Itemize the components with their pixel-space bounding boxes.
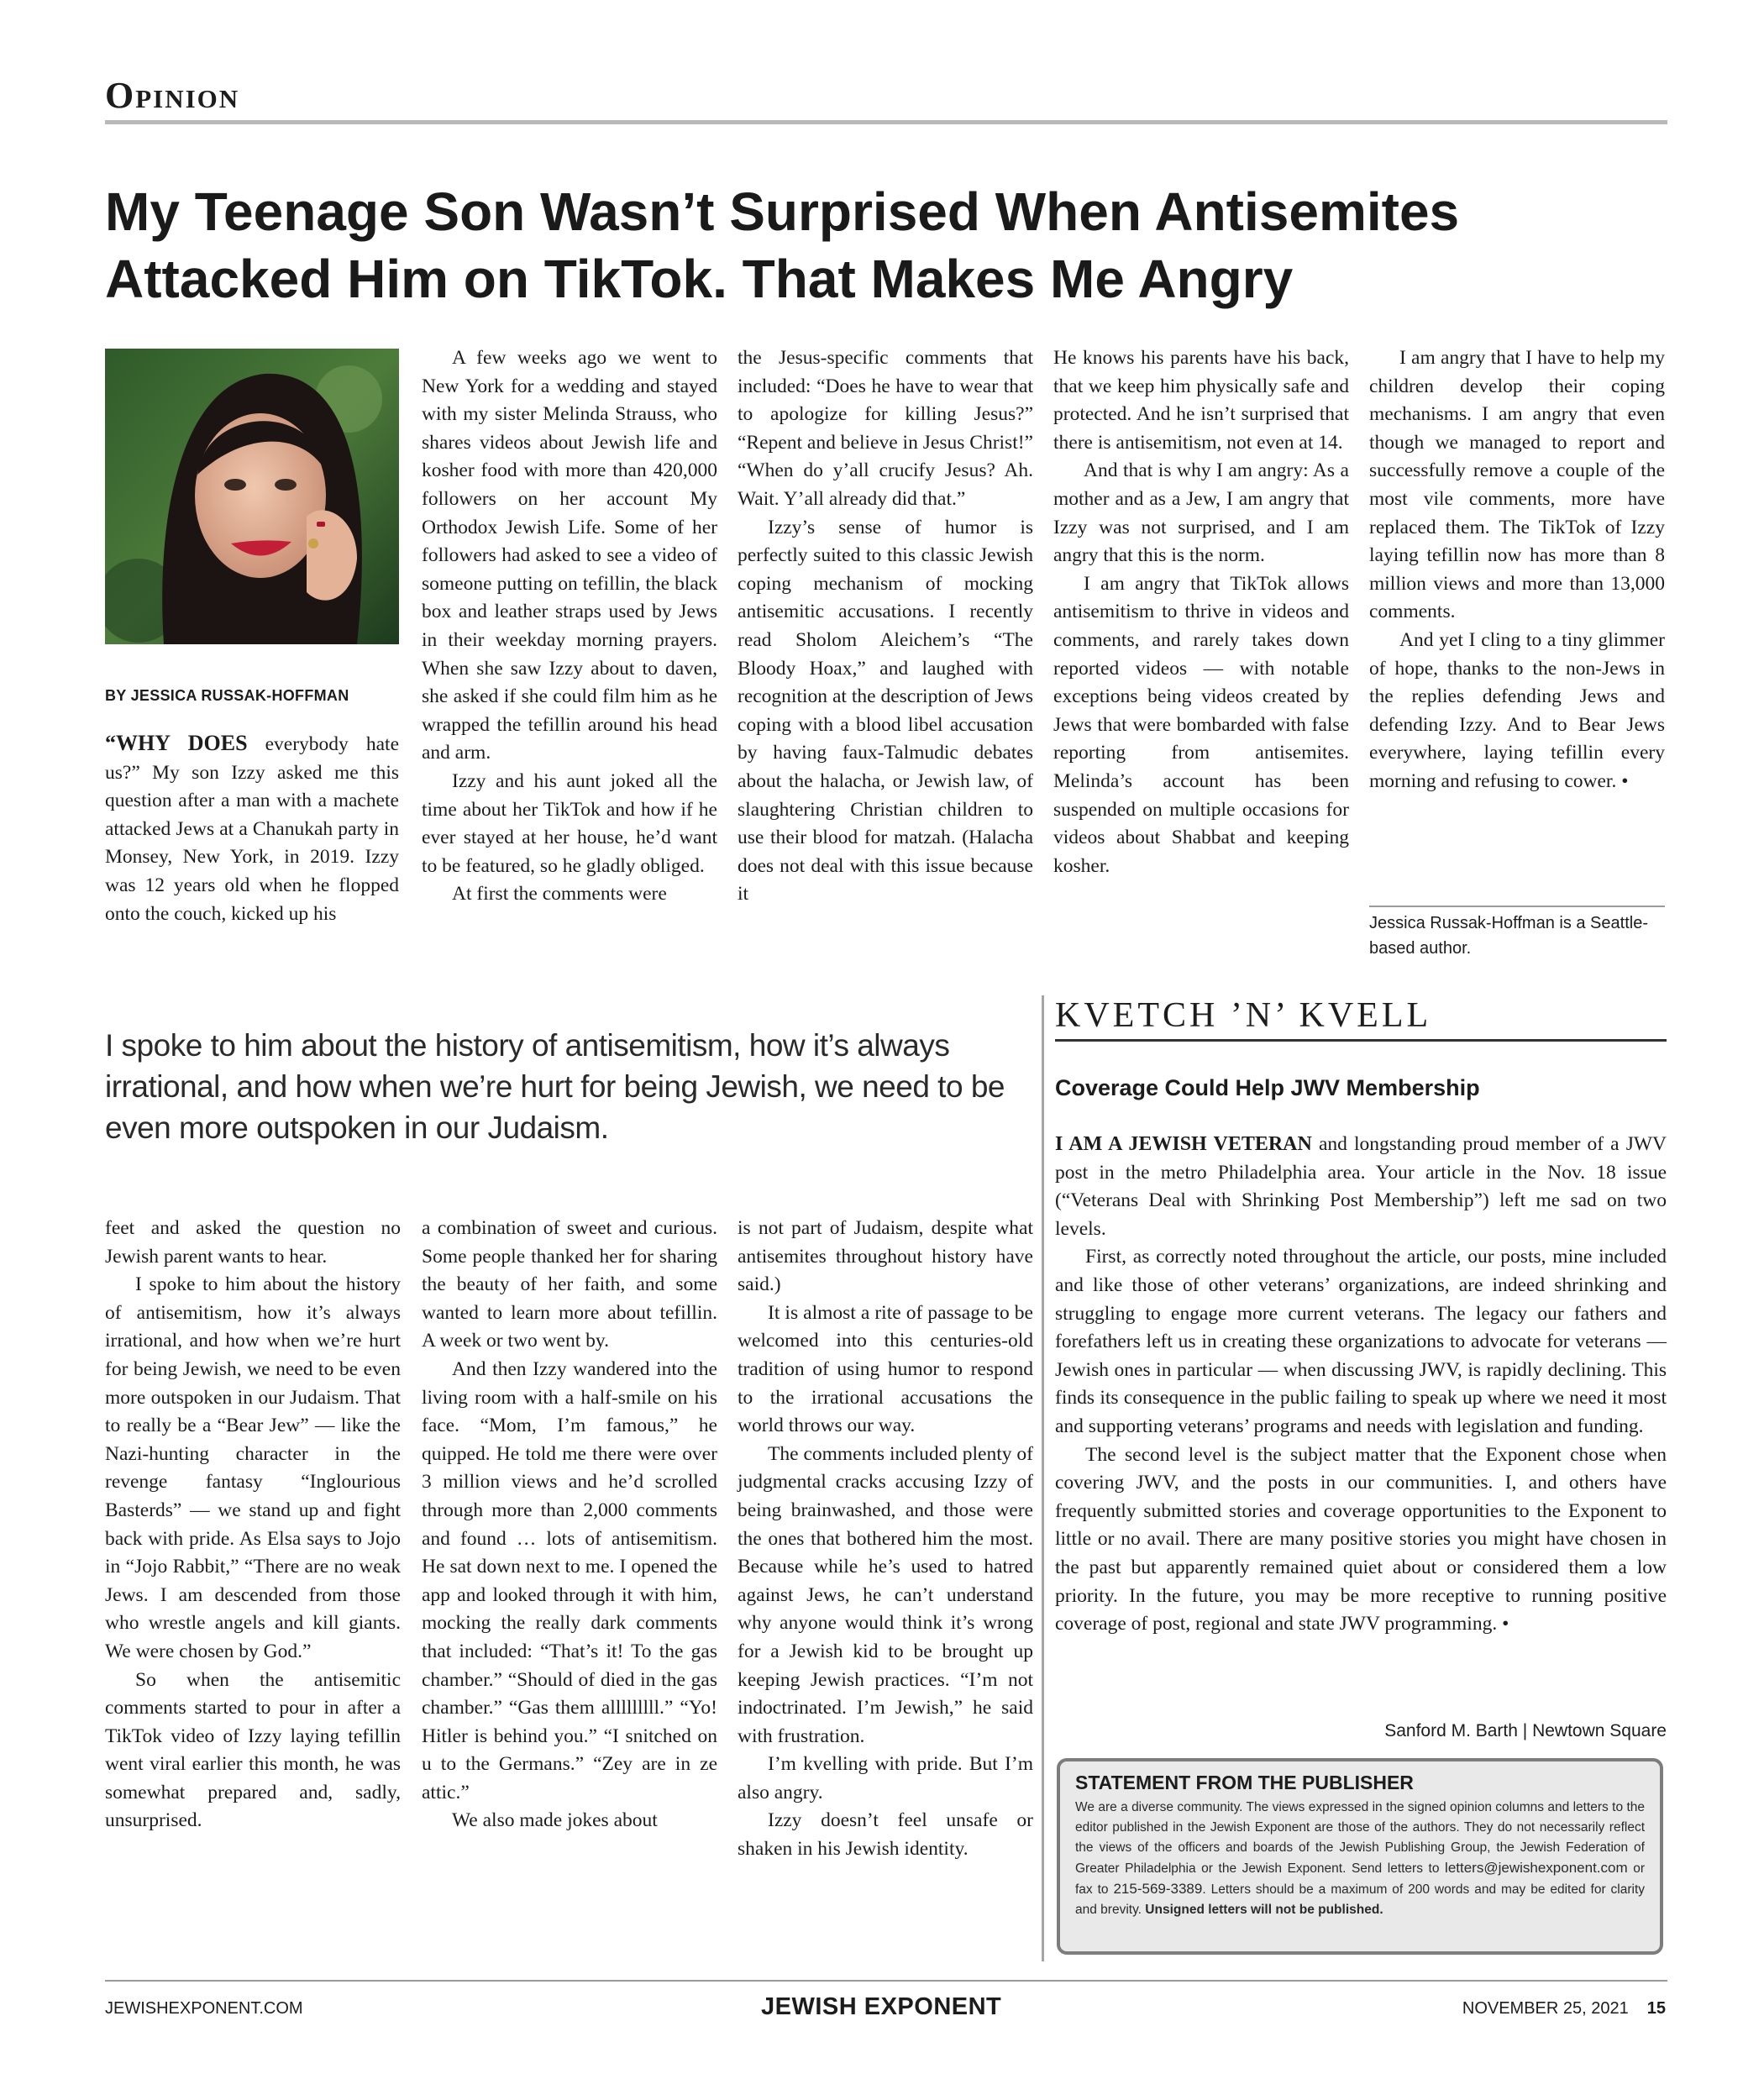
article-paragraph: Izzy doesn’t feel unsafe or shaken in his Jewish identity. <box>738 1809 1033 1861</box>
footer-date-page <box>1462 1999 1666 2019</box>
article-paragraph: I spoke to him about the history of antisemitism, how it’s always irrational, and how when we’re hurt for being Jewish, we need to be even more outspoken in our Judaism. That to really be a “Bear Jew” — like the Nazi-hunting character in the revenge fantasy “Inglourious Basterds” — we stand up and fight back with pride. As Elsa says to Jojo in “Jojo Rabbit,” “There are no weak Jews. I am descended from those who wrestle angels and kill giants. We were chosen by God.” <box>105 1273 401 1662</box>
letter-body <box>1055 1131 1667 1639</box>
article-paragraph: He knows his parents have his back, that we keep him physically safe and protected. And he isn’t surprised that there is antisemitism, not even at 14. <box>1053 347 1349 454</box>
article-paragraph: “WHY DOES everybody hate us?” My son Izzy asked me this question after a man with a machete attacked Jews at a Chanukah party in Monsey, New York, in 2019. Izzy was 12 years old when he flopped onto the couch, kicked up his <box>105 731 399 925</box>
letter-signature: Sanford M. Barth | Newtown Square <box>1384 1721 1667 1740</box>
headline-line-2: Attacked Him on TikTok. That Makes Me Angry <box>105 249 1294 309</box>
letter-paragraph: The second level is the subject matter that the Exponent chose when covering JWV, and the posts in our communities. I, and others have frequently submitted stories and coverage opportunities to the Exponent to little or no avail. There are many positive stories you might have chosen in the past but apparently remained quiet about or considered them a low priority. In the future, you may be more receptive to running positive coverage of post, regional and state JWV programming. • <box>1055 1443 1667 1635</box>
article-column-3-bottom <box>738 1215 1033 1864</box>
article-paragraph: the Jesus-specific comments that included: “Does he have to wear that to apologize for killing Jesus?” “Repent and believe in Jesus Christ!” “When do y’all crucify Jesus? Ah. Wait. Y’all already did that.” <box>738 347 1033 510</box>
article-column-4-top <box>1053 344 1349 880</box>
article-column-1-bottom <box>105 1215 401 1835</box>
letter-paragraph: First, as correctly noted throughout the article, our posts, mine included and like those of other veterans’ organizations, are indeed shrinking and struggling to engage more current veterans. The legacy our fathers and forefathers left us in creating these organizations to advocate for veterans — Jewish ones in particular — when discussing JWV, is rapidly declining. This finds its consequence in the public failing to speak up where we need it most and supporting veterans’ programs and needs with legislation and funding. <box>1055 1246 1667 1437</box>
unsigned-letters-note: Unsigned letters will not be published. <box>1145 1903 1383 1917</box>
section-label: Opinion <box>105 75 240 116</box>
lead-in: “WHY DOES <box>105 731 248 755</box>
article-paragraph: The comments included plenty of judgmental cracks accusing Izzy of being brainwashed, and those were the ones that bothered him the most. Because while he’s used to hatred against Jews, he can’t understand why anyone would think it’s wrong for a Jewish kid to be brought up keeping Jewish practices. “I’m not indoctrinated. I’m Jewish,” he said with frustration. <box>738 1442 1033 1747</box>
article-paragraph: And then Izzy wandered into the living room with a half-smile on his face. “Mom, I’m famous,” he quipped. He told me there were over 3 million views and he’d scrolled through more than 2,000 comments and found … lots of antisemitism. He sat down next to me. I opened the app and looked through it with him, mocking the really dark comments that included: “That’s it! To the gas chamber.” “Should of died in the gas chamber.” “Gas them alllllllll.” “Yo! Hitler is behind you.” “I snitched on u to the Germans.” “Zey are in ze attic.” <box>422 1357 717 1803</box>
article-paragraph: a combination of sweet and curious. Some people thanked her for sharing the beauty of her faith, and some wanted to learn more about tefillin. A week or two went by. <box>422 1217 717 1352</box>
article-paragraph: I’m kvelling with pride. But I’m also angry. <box>738 1753 1033 1803</box>
article-column-3-top <box>738 344 1033 909</box>
article-paragraph: Izzy’s sense of humor is perfectly suited to this classic Jewish coping mechanism of mocking antisemitic accusations. I recently read Sholom Aleichem’s “The Bloody Hoax,” and laughed with recognition at the description of Jews coping with a blood libel accusation by having faux-Talmudic debates about the halacha, or Jewish law, of slaughtering Christian children to use their blood for matzah. (Halacha does not deal with this issue because it <box>738 516 1033 906</box>
article-column-1-top <box>105 729 399 928</box>
fax-number: 215-569-3389 <box>1113 1881 1203 1897</box>
footer-publication-name: JEWISH EXPONENT <box>761 1993 1002 2020</box>
letters-email-link[interactable]: letters@jewishexponent.com <box>1445 1860 1628 1876</box>
publisher-statement-box <box>1057 1758 1663 1955</box>
article-paragraph: A few weeks ago we went to New York for a wedding and stayed with my sister Melinda Strauss, who shares videos about Jewish life and kosher food with more than 420,000 followers on her account My Orthodox Jewish Life. Some of her followers had asked to see a video of someone putting on tefillin, the black box and leather straps used by Jews in their weekday morning prayers. When she saw Izzy about to daven, she asked if she could film him as he wrapped the tefillin around his head and arm. <box>422 347 717 764</box>
kvetch-section-title: KVETCH ’N’ KVELL <box>1055 996 1432 1035</box>
headline-line-1: My Teenage Son Wasn’t Surprised When Antisemites <box>105 181 1460 242</box>
article-paragraph: I am angry that TikTok allows antisemitism to thrive in videos and comments, and rarely takes down reported videos — with notable exceptions being videos created by Jews that were bombarded with false reporting from antisemites. Melinda’s account has been suspended on multiple occasions for videos about Shabbat and keeping kosher. <box>1053 572 1349 877</box>
article-paragraph: And yet I cling to a tiny glimmer of hope, thanks to the non-Jews in the replies defending Jews and defending Izzy. And to Bear Jews everywhere, laying tefillin every morning and refusing to cower. • <box>1369 628 1665 792</box>
article-column-5-top <box>1369 344 1665 796</box>
kvetch-rule <box>1055 1039 1667 1042</box>
footer-website[interactable]: JEWISHEXPONENT.COM <box>105 1999 303 2018</box>
article-paragraph: So when the antisemitic comments started to pour in after a TikTok video of Izzy laying tefillin went viral earlier this month, he was somewhat prepared and, sadly, unsurprised. <box>105 1668 401 1832</box>
letter-paragraph: I AM A JEWISH VETERAN and longstanding proud member of a JWV post in the metro Philadelphia area. Your article in the Nov. 18 issue (“Veterans Deal with Shrinking Post Membership”) left me sad on two levels. <box>1055 1133 1667 1240</box>
author-photo <box>105 349 399 644</box>
letter-lead-in: I AM A JEWISH VETERAN <box>1055 1133 1312 1155</box>
article-paragraph: feet and asked the question no Jewish parent wants to hear. <box>105 1217 401 1268</box>
headline <box>105 178 1667 312</box>
article-paragraph: Izzy and his aunt joked all the time about her TikTok and how if he ever stayed at her house, he’d want to be featured, so he gladly obliged. <box>422 769 717 877</box>
article-paragraph: We also made jokes about <box>452 1809 658 1832</box>
byline: BY JESSICA RUSSAK-HOFFMAN <box>105 687 349 704</box>
article-column-2-bottom <box>422 1215 717 1835</box>
article-column-2-top <box>422 344 717 909</box>
section-rule <box>105 120 1667 124</box>
article-paragraph: At first the comments were <box>452 883 667 906</box>
author-bio: Jessica Russak-Hoffman is a Seattle-based author. <box>1369 914 1648 958</box>
publisher-statement-body: We are a diverse community. The views expressed in the signed opinion columns and letters to the editor published in the Jewish Exponent are those of the authors. They do not necessarily reflect the views of the officers and boards of the Jewish Publishing Group, the Jewish Federation of Greater Philadelphia or the Jewish Exponent. Send letters to letters@jewishexponent.com or fax to 215-569-3389. Letters should be a maximum of 200 words and may be edited for clarity and brevity. Unsigned letters will not be published. <box>1075 1800 1646 1917</box>
article-paragraph: is not part of Judaism, despite what antisemites throughout history have said.) <box>738 1217 1033 1296</box>
letter-title: Coverage Could Help JWV Membership <box>1055 1075 1480 1100</box>
article-paragraph: And that is why I am angry: As a mother and as a Jew, I am angry that Izzy was not surprised, and I am angry that this is the norm. <box>1053 459 1349 567</box>
footer-rule <box>105 1980 1667 1982</box>
footer-date: NOVEMBER 25, 2021 <box>1462 1999 1629 2018</box>
column-divider <box>1042 995 1044 1961</box>
pull-quote: I spoke to him about the history of antisemitism, how it’s always irrational, and how when we’re hurt for being Jewish, we need to be even more outspoken in our Judaism. <box>105 1028 1005 1145</box>
bio-rule <box>1369 906 1665 907</box>
page-number: 15 <box>1646 1999 1666 2018</box>
article-paragraph: I am angry that I have to help my children develop their coping mechanisms. I am angry that even though we managed to report and successfully remove a couple of the most vile comments, more have replaced them. The TikTok of Izzy laying tefillin now has more than 8 million views and more than 13,000 comments. <box>1369 347 1665 623</box>
article-paragraph: It is almost a rite of passage to be welcomed into this centuries-old tradition of using humor to respond to the irrational accusations the world throws our way. <box>738 1301 1033 1437</box>
publisher-statement-title: STATEMENT FROM THE PUBLISHER <box>1075 1772 1414 1793</box>
